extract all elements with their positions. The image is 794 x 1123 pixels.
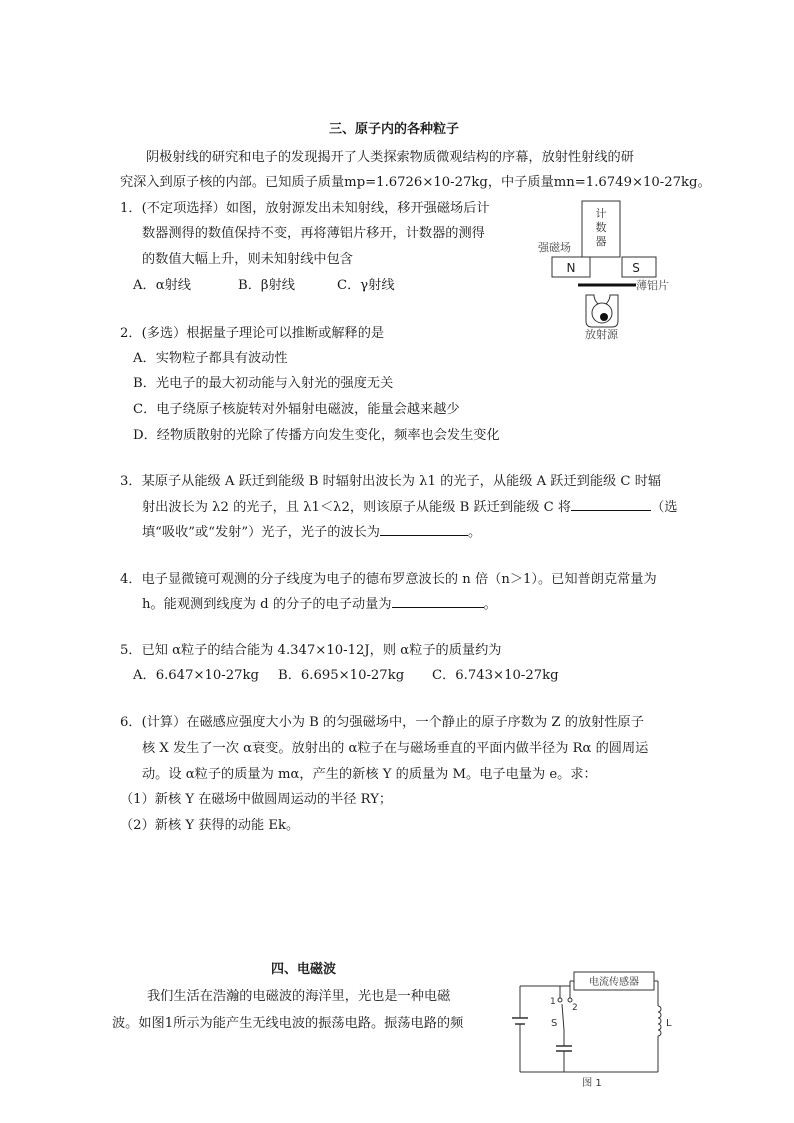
counter-label-char-2: 数 (595, 221, 607, 234)
magnet-s-label: S (632, 261, 640, 275)
oscillation-circuit-figure (506, 968, 678, 1092)
q3-blank-2 (380, 522, 468, 536)
current-sensor-label: 电流传感器 (589, 977, 639, 988)
q5-option-a: A．6.647×10-27kg (133, 668, 259, 683)
counter-label-char-1: 计 (595, 207, 607, 220)
q1-radiation-figure (534, 195, 674, 345)
q3-line-2-end: （选 (651, 500, 678, 515)
q4-line-1: 4．电子显微镜可观测的分子线度为电子的德布罗意波长的 n 倍（n＞1）。已知普朗克常量为 (120, 572, 657, 587)
q1-line-3: 的数值大幅上升，则未知射线中包含 (142, 252, 353, 267)
q1-option-b: B．β射线 (238, 278, 295, 293)
switch-pos-2: 2 (572, 1003, 578, 1013)
switch-label: S (551, 1018, 558, 1029)
magnet-n-label: N (566, 261, 576, 275)
q1-line-1: 1．(不定项选择）如图，放射源发出未知射线，移开强磁场后计 (120, 201, 490, 216)
section-3-intro-line-1: 阴极射线的研究和电子的发现揭开了人类探索物质微观结构的序幕，放射性射线的研 (146, 150, 634, 165)
q6-sub-1: （1）新核 Y 在磁场中做圆周运动的半径 RY； (120, 792, 393, 807)
q2-option-c: C．电子绕原子核旋转对外辐射电磁波，能量会越来越少 (133, 402, 460, 417)
section-4-line-1: 我们生活在浩瀚的电磁波的海洋里，光也是一种电磁 (147, 989, 451, 1004)
q3-line-2 (142, 496, 677, 515)
section-3-title: 三、原子内的各种粒子 (329, 122, 460, 137)
q1-line-2: 数器测得的数值保持不变，再将薄铝片移开，计数器的测得 (142, 226, 485, 241)
q5-option-c: C．6.743×10-27kg (432, 668, 559, 683)
q3-line-1: 3．某原子从能级 A 跃迁到能级 B 时辐射出波长为 λ1 的光子，从能级 A 跃迁到能级 C 时辐 (120, 474, 662, 489)
q4-line-2-text: h。能观测到线度为 d 的分子的电子动量为 (142, 597, 392, 612)
q3-line-3-end: 。 (467, 525, 482, 540)
q3-line-2-text: 射出波长为 λ2 的光子，且 λ1＜λ2，则该原子从能级 B 跃迁到能级 C 将 (142, 500, 572, 515)
q4-line-2-end: 。 (483, 597, 497, 612)
section-4-line-2: 波。如图1所示为能产生无线电波的振荡电路。振荡电路的频 (112, 1016, 464, 1031)
q5-option-b: B．6.695×10-27kg (278, 668, 405, 683)
switch-pos-1: 1 (550, 997, 556, 1007)
foil-label: 薄铝片 (636, 279, 669, 292)
q3-blank-1 (571, 497, 651, 511)
figure-1-caption: 图 1 (582, 1078, 602, 1089)
q6-line-3: 动。设 α粒子的质量为 mα，产生的新核 Y 的质量为 M。电子电量为 e。求： (142, 767, 597, 782)
magnet-label: 强磁场 (538, 241, 571, 254)
source-label: 放射源 (585, 328, 618, 341)
q4-blank (392, 594, 484, 608)
inductor-label: L (666, 1018, 672, 1029)
q4-line-2 (142, 593, 497, 612)
counter-label-char-3: 器 (595, 235, 607, 248)
q2-option-b: B．光电子的最大初动能与入射光的强度无关 (133, 376, 394, 391)
q6-line-2: 核 X 发生了一次 α衰变。放射出的 α粒子在与磁场垂直的平面内做半径为 Rα 的圆周运 (142, 741, 649, 756)
q5-stem: 5．已知 α粒子的结合能为 4.347×10-12J，则 α粒子的质量约为 (120, 643, 502, 658)
section-4-title: 四、电磁波 (271, 962, 337, 977)
q2-option-a: A．实物粒子都具有波动性 (133, 351, 288, 366)
q1-option-a: A．α射线 (133, 278, 191, 293)
section-3-intro-line-2: 究深入到原子核的内部。已知质子质量mp=1.6726×10-27kg，中子质量mn=1.6749×10-27kg。 (120, 175, 711, 190)
q2-option-d: D．经物质散射的光除了传播方向发生变化，频率也会发生变化 (133, 428, 500, 443)
q3-line-3-text: 填“吸收”或“发射”）光子，光子的波长为 (142, 525, 380, 540)
q1-option-c: C．γ射线 (337, 278, 395, 293)
q6-line-1: 6．(计算）在磁感应强度大小为 B 的匀强磁场中，一个静止的原子序数为 Z 的放射性原子 (120, 715, 644, 730)
q6-sub-2: （2）新核 Y 获得的动能 Ek。 (120, 818, 300, 833)
q2-stem: 2．(多选）根据量子理论可以推断或解释的是 (120, 326, 385, 341)
q3-line-3 (142, 521, 481, 540)
